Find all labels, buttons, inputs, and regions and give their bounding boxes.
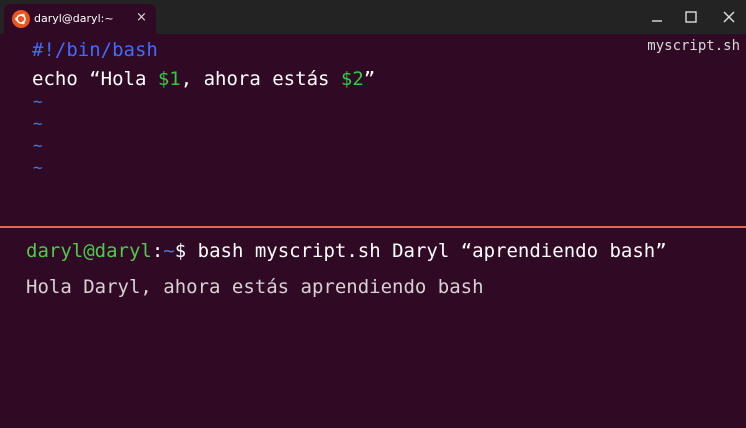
minimize-button[interactable] xyxy=(648,8,666,26)
title-bar xyxy=(0,0,746,34)
echo-text-end: ” xyxy=(363,68,376,90)
command-text: bash myscript.sh Daryl “aprendiendo bash” xyxy=(186,240,667,262)
minimize-icon xyxy=(650,10,664,24)
code-line-shebang: #!/bin/bash xyxy=(32,39,158,61)
ubuntu-logo-icon xyxy=(12,10,30,28)
variable-1: $1 xyxy=(157,68,181,90)
editor-filename: myscript.sh xyxy=(647,38,740,54)
command-line xyxy=(26,240,667,262)
prompt-path: ~ xyxy=(163,240,175,262)
terminal-tab[interactable] xyxy=(4,4,156,34)
empty-line-tilde: ~ xyxy=(33,158,43,177)
terminal-pane[interactable] xyxy=(0,228,746,428)
empty-line-tilde: ~ xyxy=(33,136,43,155)
code-line-echo xyxy=(32,68,375,90)
tab-close-button[interactable]: × xyxy=(136,10,147,25)
maximize-icon xyxy=(684,10,698,24)
maximize-button[interactable] xyxy=(682,8,700,26)
prompt-user: daryl@daryl xyxy=(26,240,152,262)
close-icon xyxy=(722,10,736,24)
echo-text-mid: , ahora estás xyxy=(180,68,341,90)
vim-editor-pane[interactable] xyxy=(0,34,746,226)
echo-text: echo “Hola xyxy=(32,68,158,90)
empty-line-tilde: ~ xyxy=(33,114,43,133)
tab-title: daryl@daryl:~ xyxy=(34,12,114,25)
prompt-colon: : xyxy=(151,240,164,262)
prompt-symbol: $ xyxy=(174,240,187,262)
close-window-button[interactable] xyxy=(720,8,738,26)
empty-line-tilde: ~ xyxy=(33,92,43,111)
variable-2: $2 xyxy=(340,68,364,90)
command-output: Hola Daryl, ahora estás aprendiendo bash xyxy=(26,276,484,298)
